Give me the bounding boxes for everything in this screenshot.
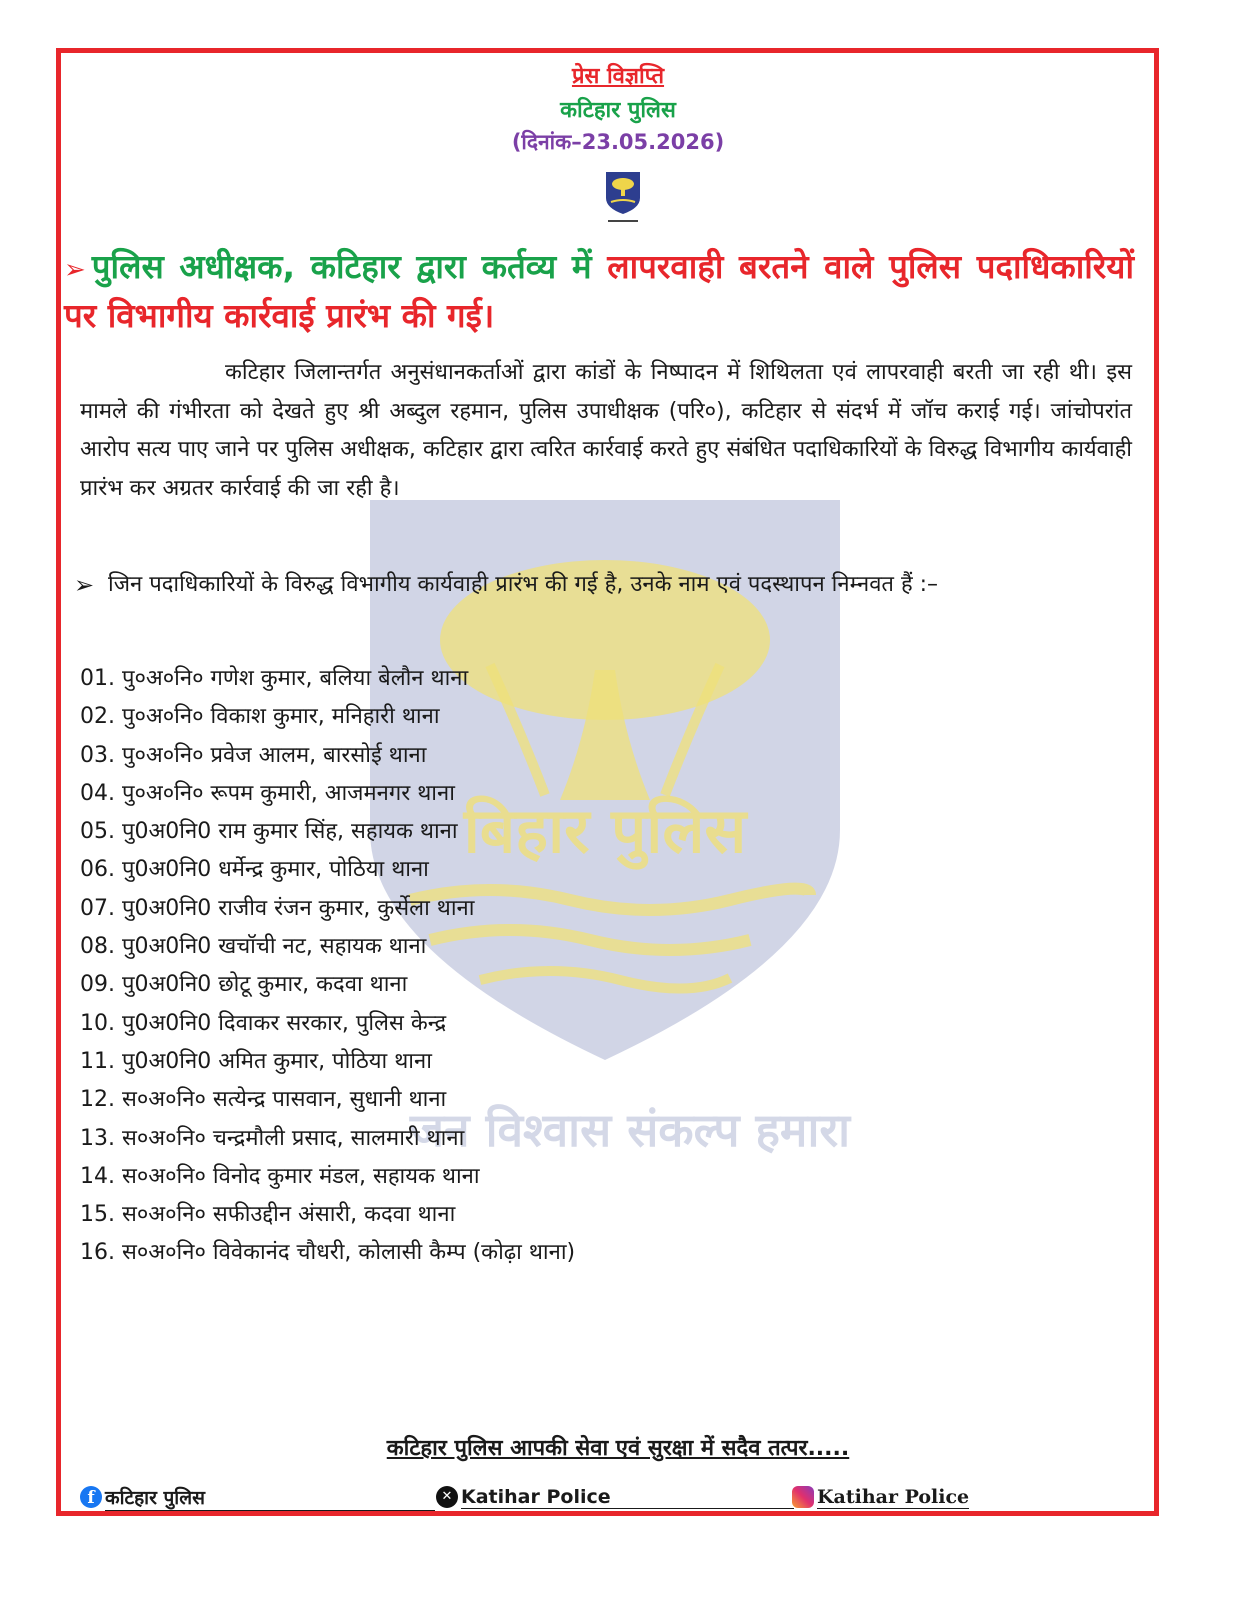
watermark-logo-text: बिहार पुलिस — [463, 794, 747, 867]
x-icon: ✕ — [436, 1486, 458, 1508]
instagram-label: Katihar Police — [817, 1485, 970, 1508]
list-item: 16. स०अ०नि० विवेकानंद चौधरी, कोलासी कैम्प (कोढ़ा थाना) — [80, 1240, 576, 1266]
officer-list — [80, 660, 575, 1273]
list-item: 01. पु०अ०नि० गणेश कुमार, बलिया बेलौन थाना — [80, 666, 469, 691]
list-item: 12. स०अ०नि० सत्येन्द्र पासवान, सुधानी थाना — [80, 1087, 447, 1113]
list-item: 04. पु०अ०नि० रूपम कुमारी, आजमनगर थाना — [80, 780, 455, 806]
list-intro-text: जिन पदाधिकारियों के विरुद्ध विभागीय कार्यवाही प्रारंभ की गई है, उनके नाम एवं पदस्थापन निम्नवत हैं :– — [108, 572, 939, 597]
body-paragraph: कटिहार जिलान्तर्गत अनुसंधानकर्ताओं द्वारा कांडों के निष्पादन में शिथिलता एवं लापरवाही बरती जा रही थी। इस मामले की गंभीरता को देखते हुए श्री अब्दुल रहमान, पुलिस उपाधीक्षक (परि०), कटिहार से संदर्भ में जॉच कराई गई। जांचोपरांत आरोप सत्य पाए जाने पर पुलिस अधीक्षक, कटिहार द्वारा त्वरित कार्रवाई करते हुए संबंधित पदाधिकारियों के विरुद्ध विभागीय कार्यवाही प्रारंभ कर अग्रतर कार्रवाई की जा रही है। — [80, 360, 1132, 501]
facebook-label: कटिहार पुलिस — [105, 1484, 435, 1511]
instagram-link[interactable] — [792, 1484, 969, 1510]
police-emblem-icon — [600, 168, 646, 226]
list-item: 06. पु0अ0नि0 धर्मेन्द्र कुमार, पोठिया थाना — [80, 857, 429, 883]
list-item: 15. स०अ०नि० सफीउद्दीन अंसारी, कदवा थाना — [80, 1202, 456, 1228]
headline-green-part: पुलिस अधीक्षक, कटिहार द्वारा कर्तव्य में — [91, 247, 592, 286]
footer-tagline: कटिहार पुलिस आपकी सेवा एवं सुरक्षा में सदैव तत्पर..... — [386, 1436, 850, 1461]
list-item: 05. पु0अ0नि0 राम कुमार सिंह, सहायक थाना — [80, 819, 458, 845]
list-intro — [74, 566, 1134, 604]
organization-name: कटिहार पुलिस — [560, 98, 676, 123]
list-item: 09. पु0अ0नि0 छोटू कुमार, कदवा थाना — [80, 972, 408, 998]
list-item: 10. पु0अ0नि0 दिवाकर सरकार, पुलिस केन्द्र — [80, 1010, 447, 1036]
list-item: 07. पु0अ0नि0 राजीव रंजन कुमार, कुर्सेला थाना — [80, 895, 475, 921]
list-item: 11. पु0अ0नि0 अमित कुमार, पोठिया थाना — [80, 1048, 432, 1074]
x-link[interactable] — [436, 1484, 794, 1510]
arrow-right-icon: ➢ — [74, 571, 95, 599]
headline-red-part: लापरवाही बरतने वाले पुलिस पदाधिकारियों पर विभागीय कार्रवाई प्रारंभ की गई। — [64, 247, 1134, 335]
press-release-title: प्रेस विज्ञप्ति — [571, 64, 665, 89]
list-item: 03. पु०अ०नि० प्रवेज आलम, बारसोई थाना — [80, 742, 427, 768]
list-item: 14. स०अ०नि० विनोद कुमार मंडल, सहायक थाना — [80, 1163, 480, 1189]
instagram-icon — [792, 1486, 814, 1508]
x-label: Katihar Police — [461, 1486, 794, 1509]
arrow-right-icon: ➢ — [64, 255, 86, 285]
list-item: 02. पु०अ०नि० विकाश कुमार, मनिहारी थाना — [80, 704, 440, 730]
release-date: (दिनांक–23.05.2026) — [511, 130, 725, 154]
list-item: 08. पु0अ0नि0 खचॉची नट, सहायक थाना — [80, 934, 427, 960]
watermark-motto: जन विश्वास संकल्प हमारा — [409, 1103, 851, 1157]
facebook-icon: f — [80, 1486, 102, 1508]
headline — [64, 244, 1134, 339]
list-item: 13. स०अ०नि० चन्द्रमौली प्रसाद, सालमारी थाना — [80, 1125, 465, 1151]
facebook-link[interactable] — [80, 1484, 435, 1510]
